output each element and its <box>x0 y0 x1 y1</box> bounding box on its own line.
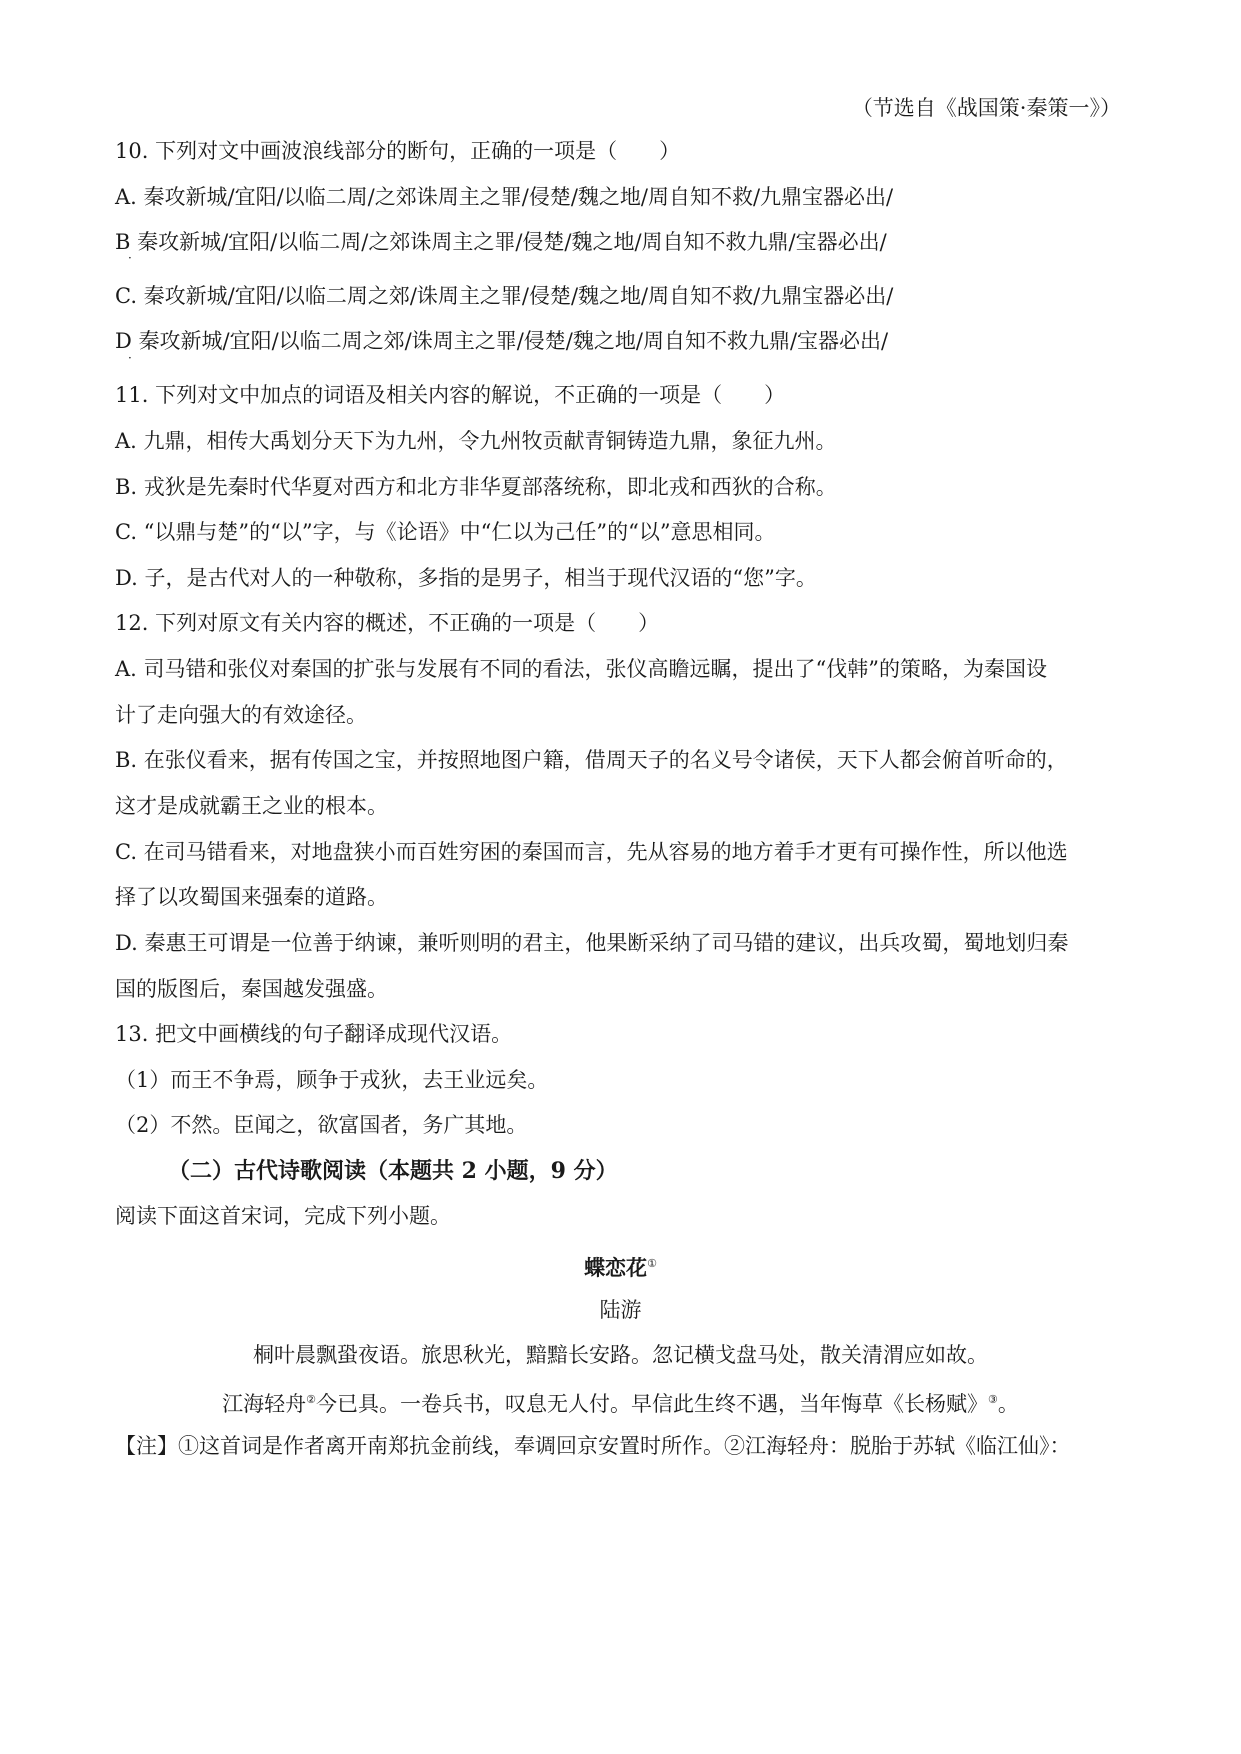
q12-stem: 12. 下列对原文有关内容的概述，不正确的一项是（ ） <box>115 611 660 635</box>
q12-option-c-line2: 择了以攻蜀国来强秦的道路。 <box>115 885 388 909</box>
q10-option-c: C. 秦攻新城/宜阳/以临二周之郊/诛周主之罪/侵楚/魏之地/周自知不救/九鼎宝器必出/ <box>115 284 894 308</box>
reading-instruction: 阅读下面这首宋词，完成下列小题。 <box>115 1204 451 1228</box>
poem-line-1: 桐叶晨飘蛩夜语。旅思秋光，黯黯长安路。忽记横戈盘马处，散关清渭应如故。 <box>253 1343 988 1367</box>
q12-option-c-line1: C. 在司马错看来，对地盘狭小而百姓穷困的秦国而言，先从容易的地方着手才更有可操作性，所以他选 <box>115 840 1068 864</box>
q12-option-d-line2: 国的版图后，秦国越发强盛。 <box>115 977 388 1001</box>
source-citation: （节选自《战国策·秦策一》） <box>851 96 1121 120</box>
poem-title: 蝶恋花① <box>584 1255 657 1280</box>
q11-option-a: A. 九鼎，相传大禹划分天下为九州，令九州牧贡献青铜铸造九鼎，象征九州。 <box>115 429 837 453</box>
q12-option-b-line2: 这才是成就霸王之业的根本。 <box>115 794 388 818</box>
stray-dot: · <box>128 351 132 365</box>
footnote-marker: ② <box>306 1393 316 1406</box>
q11-option-b: B. 戎狄是先秦时代华夏对西方和北方非华夏部落统称，即北戎和西狄的合称。 <box>115 475 837 499</box>
q13-sentence-1: （1）而王不争焉，顾争于戎狄，去王业远矣。 <box>115 1068 549 1092</box>
q13-stem: 13. 把文中画横线的句子翻译成现代汉语。 <box>115 1022 513 1046</box>
q12-option-d-line1: D. 秦惠王可谓是一位善于纳谏，兼听则明的君主，他果断采纳了司马错的建议，出兵攻蜀，蜀地划归秦 <box>115 931 1069 955</box>
q10-option-d: D 秦攻新城/宜阳/以临二周之郊/诛周主之罪/侵楚/魏之地/周自知不救九鼎/宝器必出/ <box>115 329 889 353</box>
q11-stem: 11. 下列对文中加点的词语及相关内容的解说，不正确的一项是（ ） <box>115 383 786 407</box>
stray-dot: · <box>128 251 132 265</box>
q11-option-c: C. “以鼎与楚”的“以”字，与《论语》中“仁以为己任”的“以”意思相同。 <box>115 520 776 544</box>
q12-option-a-line1: A. 司马错和张仪对秦国的扩张与发展有不同的看法，张仪高瞻远瞩，提出了“伐韩”的策略，为秦国设 <box>115 657 1047 681</box>
q10-option-b: B 秦攻新城/宜阳/以临二周/之郊诛周主之罪/侵楚/魏之地/周自知不救九鼎/宝器必出/ <box>115 230 887 254</box>
poem-author: 陆游 <box>599 1298 642 1322</box>
footnote-marker: ③ <box>988 1393 998 1406</box>
poem-notes: 【注】①这首词是作者离开南郑抗金前线，奉调回京安置时所作。②江海轻舟：脱胎于苏轼《临江仙》： <box>115 1434 1071 1458</box>
q12-option-b-line1: B. 在张仪看来，据有传国之宝，并按照地图户籍，借周天子的名义号令诸侯，天下人都会俯首听命的， <box>115 748 1068 772</box>
poem-line-2: 江海轻舟②今已具。一卷兵书，叹息无人付。早信此生终不遇，当年悔草《长杨赋》③。 <box>222 1392 1019 1416</box>
q12-option-a-line2: 计了走向强大的有效途径。 <box>115 703 367 727</box>
q11-option-d: D. 子，是古代对人的一种敬称，多指的是男子，相当于现代汉语的“您”字。 <box>115 566 817 590</box>
footnote-marker: ① <box>647 1257 657 1270</box>
q10-stem: 10. 下列对文中画波浪线部分的断句，正确的一项是（ ） <box>115 139 681 163</box>
q13-sentence-2: （2）不然。臣闻之，欲富国者，务广其地。 <box>115 1113 528 1137</box>
q10-option-a: A. 秦攻新城/宜阳/以临二周/之郊诛周主之罪/侵楚/魏之地/周自知不救/九鼎宝器必出/ <box>115 185 894 209</box>
section-heading: （二）古代诗歌阅读（本题共 2 小题，9 分） <box>168 1158 618 1184</box>
